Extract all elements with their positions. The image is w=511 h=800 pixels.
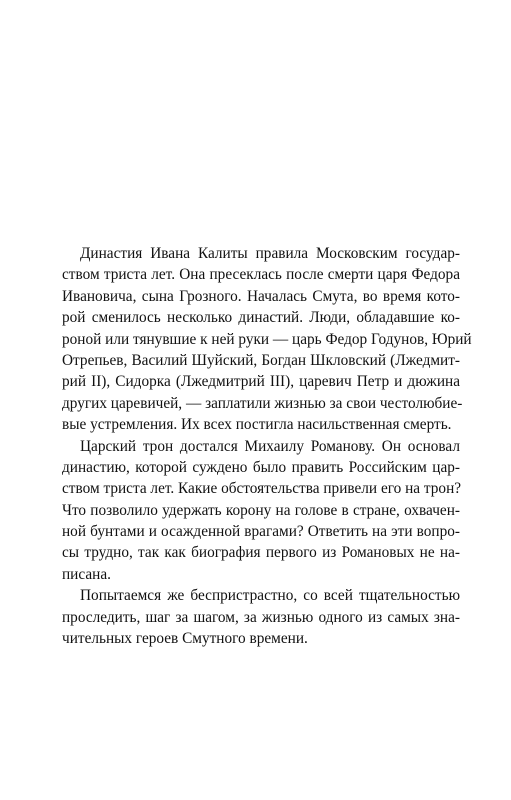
text-line: Династия Ивана Калиты правила Московским государ-: [80, 245, 460, 262]
text-line: ством триста лет. Она пресеклась после смерти царя Федора: [62, 266, 460, 284]
text-line: писана.: [62, 565, 111, 583]
text-line: ством триста лет. Какие обстоятельства привели его на трон?: [62, 480, 462, 498]
text-line: роной или тянувшие к ней руки — царь Федор Годунов, Юрий: [62, 330, 472, 348]
text-line: Отрепьев, Василий Шуйский, Богдан Шкловский (Лжедмит-: [62, 351, 460, 369]
paragraph-1: [62, 243, 472, 436]
text-line: династию, которой суждено было править Российским цар-: [62, 458, 460, 476]
text-line: проследить, шаг за шагом, за жизнью одного из самых зна-: [62, 608, 460, 626]
text-line: других царевичей, — заплатили жизнью за свои честолюбие-: [62, 394, 463, 412]
text-line: сы трудно, так как биография первого из Романовых не на-: [62, 544, 460, 562]
text-line: вые устремления. Их всех постигла насильственная смерть.: [62, 416, 452, 434]
paragraph-3: [62, 585, 460, 649]
text-line: ной бунтами и осажденной врагами? Ответить на эти вопро-: [62, 523, 460, 541]
text-line: чительных героев Смутного времени.: [62, 630, 308, 648]
text-line: Ивановича, сына Грозного. Началась Смута, во время кото-: [62, 287, 460, 305]
text-line: рий II), Сидорка (Лжедмитрий III), царевич Петр и дюжина: [62, 373, 460, 391]
text-line: рой сменилось несколько династий. Люди, обладавшие ко-: [62, 309, 460, 327]
text-line: Что позволило удержать корону на голове в стране, охвачен-: [62, 501, 460, 519]
paragraph-2: [62, 436, 460, 586]
text-line: Царский трон достался Михаилу Романову. Он основал: [80, 437, 460, 455]
text-line: Попытаемся же беспристрастно, со всей тщательностью: [80, 587, 460, 605]
body-text: [62, 243, 472, 649]
